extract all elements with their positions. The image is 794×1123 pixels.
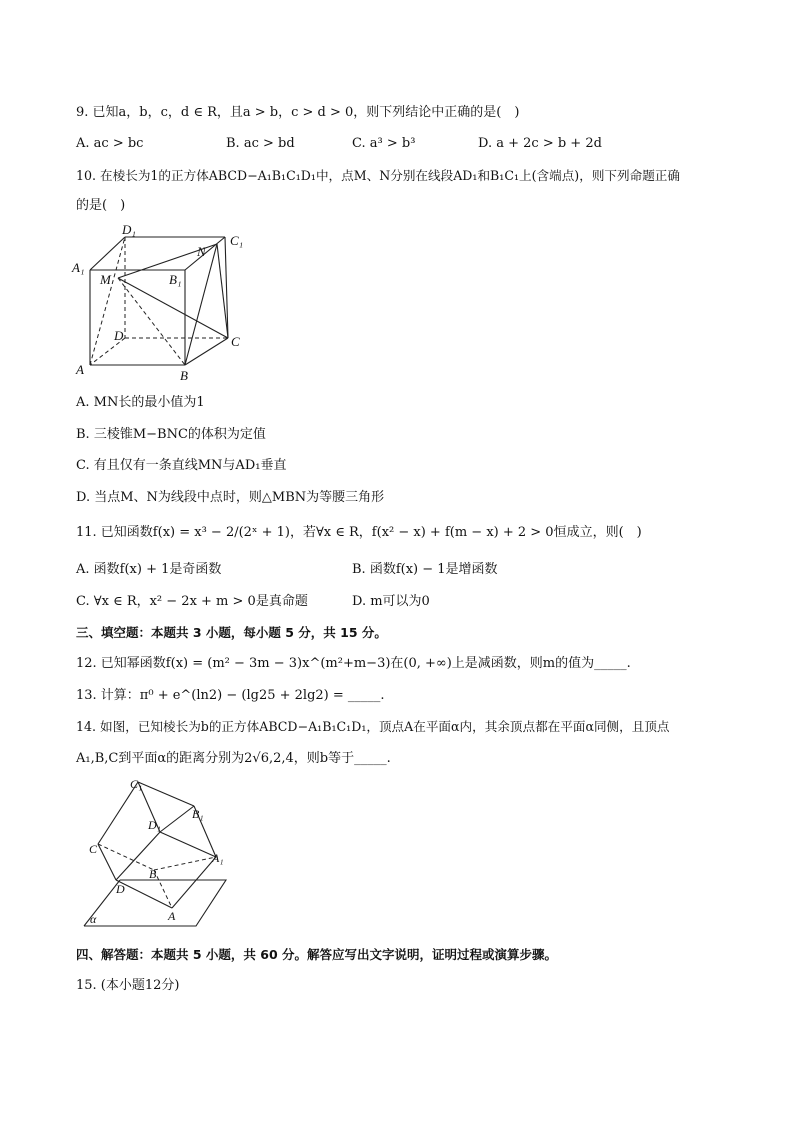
- q10-option-c: C. 有且仅有一条直线MN与AD₁垂直: [76, 458, 287, 473]
- q14-line1: 14. 如图，已知棱长为b的正方体ABCD−A₁B₁C₁D₁，顶点A在平面α内，其余顶点都在平面α同侧，且顶点: [76, 719, 670, 734]
- q9-option-b: B. ac > bd: [226, 136, 295, 151]
- q9-option-c: C. a³ > b³: [352, 136, 416, 151]
- q13-text: 13. 计算：π⁰ + e^(ln2) − (lg25 + 2lg2) = _____.: [76, 688, 385, 703]
- q11-option-b: B. 函数f(x) − 1是增函数: [352, 562, 498, 577]
- section-4-heading: 四、解答题：本题共 5 小题，共 60 分。解答应写出文字说明，证明过程或演算步骤。: [76, 947, 558, 962]
- q10-option-b: B. 三棱锥M−BNC的体积为定值: [76, 427, 266, 442]
- q11-option-a: A. 函数f(x) + 1是奇函数: [76, 562, 222, 577]
- fig10-label-a1: A₁: [72, 260, 85, 275]
- fig14-label-d1: D₁: [148, 818, 161, 832]
- section-3-heading: 三、填空题：本题共 3 小题，每小题 5 分，共 15 分。: [76, 625, 387, 640]
- fig10-label-c: C: [231, 334, 240, 349]
- fig10-label-a: A: [76, 362, 84, 377]
- q10-option-a: A. MN长的最小值为1: [76, 395, 205, 410]
- fig14-label-c: C: [89, 842, 98, 856]
- fig10-label-c1: C₁: [230, 233, 244, 248]
- fig10-label-n: N: [197, 244, 206, 259]
- fig14-label-d: D: [116, 882, 125, 896]
- q9-option-d: D. a + 2c > b + 2d: [478, 136, 602, 151]
- q10-option-d: D. 当点M、N为线段中点时，则△MBN为等腰三角形: [76, 490, 385, 505]
- q11-option-d: D. m可以为0: [352, 594, 430, 609]
- q9-stem: 9. 已知a，b，c，d ∈ R，且a > b，c > d > 0，则下列结论中正确的是( ): [76, 105, 520, 120]
- cube-figure-q14: [76, 774, 256, 932]
- fig14-label-b1: B₁: [192, 807, 204, 821]
- q14-line2: A₁,B,C到平面α的距离分别为2√6,2,4，则b等于_____.: [76, 751, 391, 766]
- q11-option-c: C. ∀x ∈ R，x² − 2x + m > 0是真命题: [76, 594, 308, 609]
- q11-stem: 11. 已知函数f(x) = x³ − 2/(2ˣ + 1)，若∀x ∈ R，f(x² − x) + f(m − x) + 2 > 0恒成立，则( ): [76, 525, 642, 540]
- fig10-label-d1: D₁: [122, 222, 136, 237]
- fig14-label-a1: A₁: [212, 851, 224, 865]
- q10-stem-line2: 的是( ): [76, 198, 126, 213]
- fig14-label-a: A: [168, 909, 176, 923]
- cube-figure-q10: [70, 222, 250, 384]
- q10-stem-line1: 10. 在棱长为1的正方体ABCD−A₁B₁C₁D₁中，点M、N分别在线段AD₁和B₁C₁上(含端点)，则下列命题正确: [76, 168, 680, 183]
- q15-text: 15. (本小题12分): [76, 978, 180, 993]
- q9-option-a: A. ac > bc: [76, 136, 144, 151]
- fig14-label-c1: C₁: [130, 777, 143, 791]
- fig10-label-d: D: [114, 328, 124, 343]
- fig10-label-b1: B₁: [169, 272, 182, 287]
- q12-text: 12. 已知幂函数f(x) = (m² − 3m − 3)x^(m²+m−3)在(0, +∞)上是减函数，则m的值为_____.: [76, 656, 631, 671]
- fig10-label-b: B: [180, 368, 188, 383]
- fig10-label-m: M: [100, 272, 111, 287]
- fig14-label-alpha: α: [90, 912, 97, 926]
- fig14-label-b: B: [149, 867, 157, 881]
